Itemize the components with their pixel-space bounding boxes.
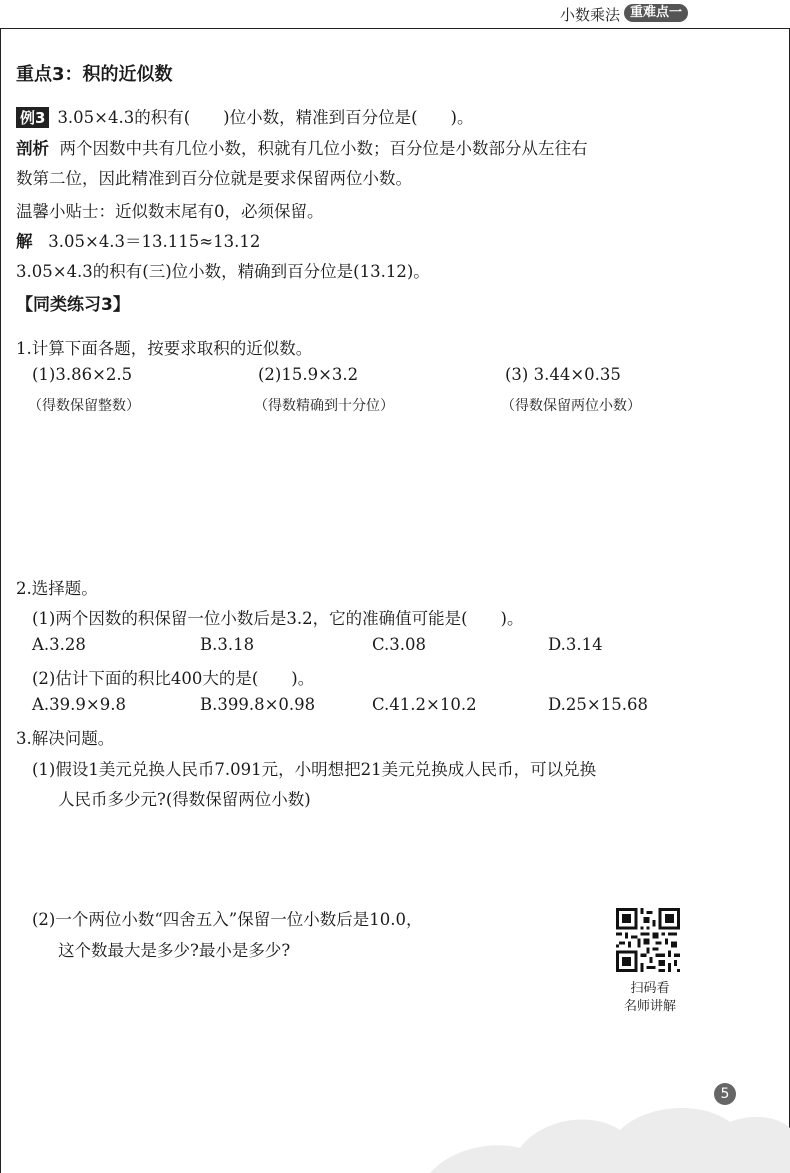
chapter-title: 小数乘法 [560, 6, 621, 24]
q1-item-1: (1)3.86×2.5 [32, 365, 133, 384]
section-title: 重点3：积的近似数 [16, 64, 173, 85]
left-border [0, 28, 1, 1173]
q2-sub1-stem: (1)两个因数的积保留一位小数后是3.2，它的准确值可能是( )。 [32, 609, 524, 628]
header-rule [0, 28, 790, 29]
q1-note-2: （得数精确到十分位） [254, 398, 394, 414]
solution-label: 解 [16, 232, 33, 251]
q2-sub2-option-d: D.25×15.68 [548, 695, 648, 714]
example-question-line [16, 104, 474, 128]
analysis-text-2: 数第二位，因此精准到百分位就是要求保留两位小数。 [16, 169, 412, 188]
solution-line [16, 228, 260, 252]
qr-caption-line-1: 扫码看 [630, 981, 670, 996]
page-number-badge: 5 [714, 1083, 736, 1105]
analysis-line-1 [16, 135, 588, 159]
example-badge: 例3 [16, 107, 49, 128]
q1-note-1: （得数保留整数） [28, 398, 140, 414]
q3-sub1-line2: 人民币多少元?(得数保留两位小数) [58, 790, 311, 809]
q2-sub1-option-d: D.3.14 [548, 635, 603, 654]
q3-sub1-line1: (1)假设1美元兑换人民币7.091元，小明想把21美元兑换成人民币，可以兑换 [32, 760, 597, 779]
q2-sub1-option-a: A.3.28 [32, 635, 86, 654]
q2-sub1-option-c: C.3.08 [372, 635, 427, 654]
q3-prompt: 3.解决问题。 [16, 729, 115, 748]
chapter-tab-badge: 重难点一 [624, 4, 688, 22]
q1-note-3: （得数保留两位小数） [501, 398, 641, 414]
q2-sub1-option-b: B.3.18 [200, 635, 255, 654]
q2-sub2-option-a: A.39.9×9.8 [32, 695, 126, 714]
q3-sub2-line1: (2)一个两位小数“四舍五入”保留一位小数后是10.0， [32, 910, 423, 929]
q2-sub2-option-c: C.41.2×10.2 [372, 695, 477, 714]
solution-calc: 3.05×4.3＝13.115≈13.12 [48, 232, 261, 251]
q1-item-2: (2)15.9×3.2 [258, 365, 359, 384]
tip-text: 温馨小贴士：近似数末尾有0，必须保留。 [16, 202, 324, 221]
q2-sub2-option-b: B.399.8×0.98 [200, 695, 316, 714]
cloud-decoration-icon [430, 1100, 790, 1173]
analysis-label: 剖析 [16, 139, 49, 158]
qr-caption-line-2: 名师讲解 [623, 999, 676, 1014]
q1-prompt: 1.计算下面各题，按要求取积的近似数。 [16, 339, 313, 358]
q1-item-3: (3) 3.44×0.35 [505, 365, 621, 384]
q2-sub2-stem: (2)估计下面的积比400大的是( )。 [32, 669, 315, 688]
example-answer: 3.05×4.3的积有(三)位小数，精确到百分位是(13.12)。 [16, 262, 430, 281]
qr-caption [612, 980, 688, 1016]
analysis-text-1: 两个因数中共有几位小数，积就有几位小数；百分位是小数部分从左往右 [59, 139, 588, 158]
q2-prompt: 2.选择题。 [16, 579, 98, 598]
example-question: 3.05×4.3的积有( )位小数，精准到百分位是( )。 [57, 108, 474, 127]
qr-code-icon[interactable] [616, 908, 680, 972]
practice-title: 【同类练习3】 [16, 295, 130, 315]
q3-sub2-line2: 这个数最大是多少?最小是多少? [58, 941, 291, 960]
